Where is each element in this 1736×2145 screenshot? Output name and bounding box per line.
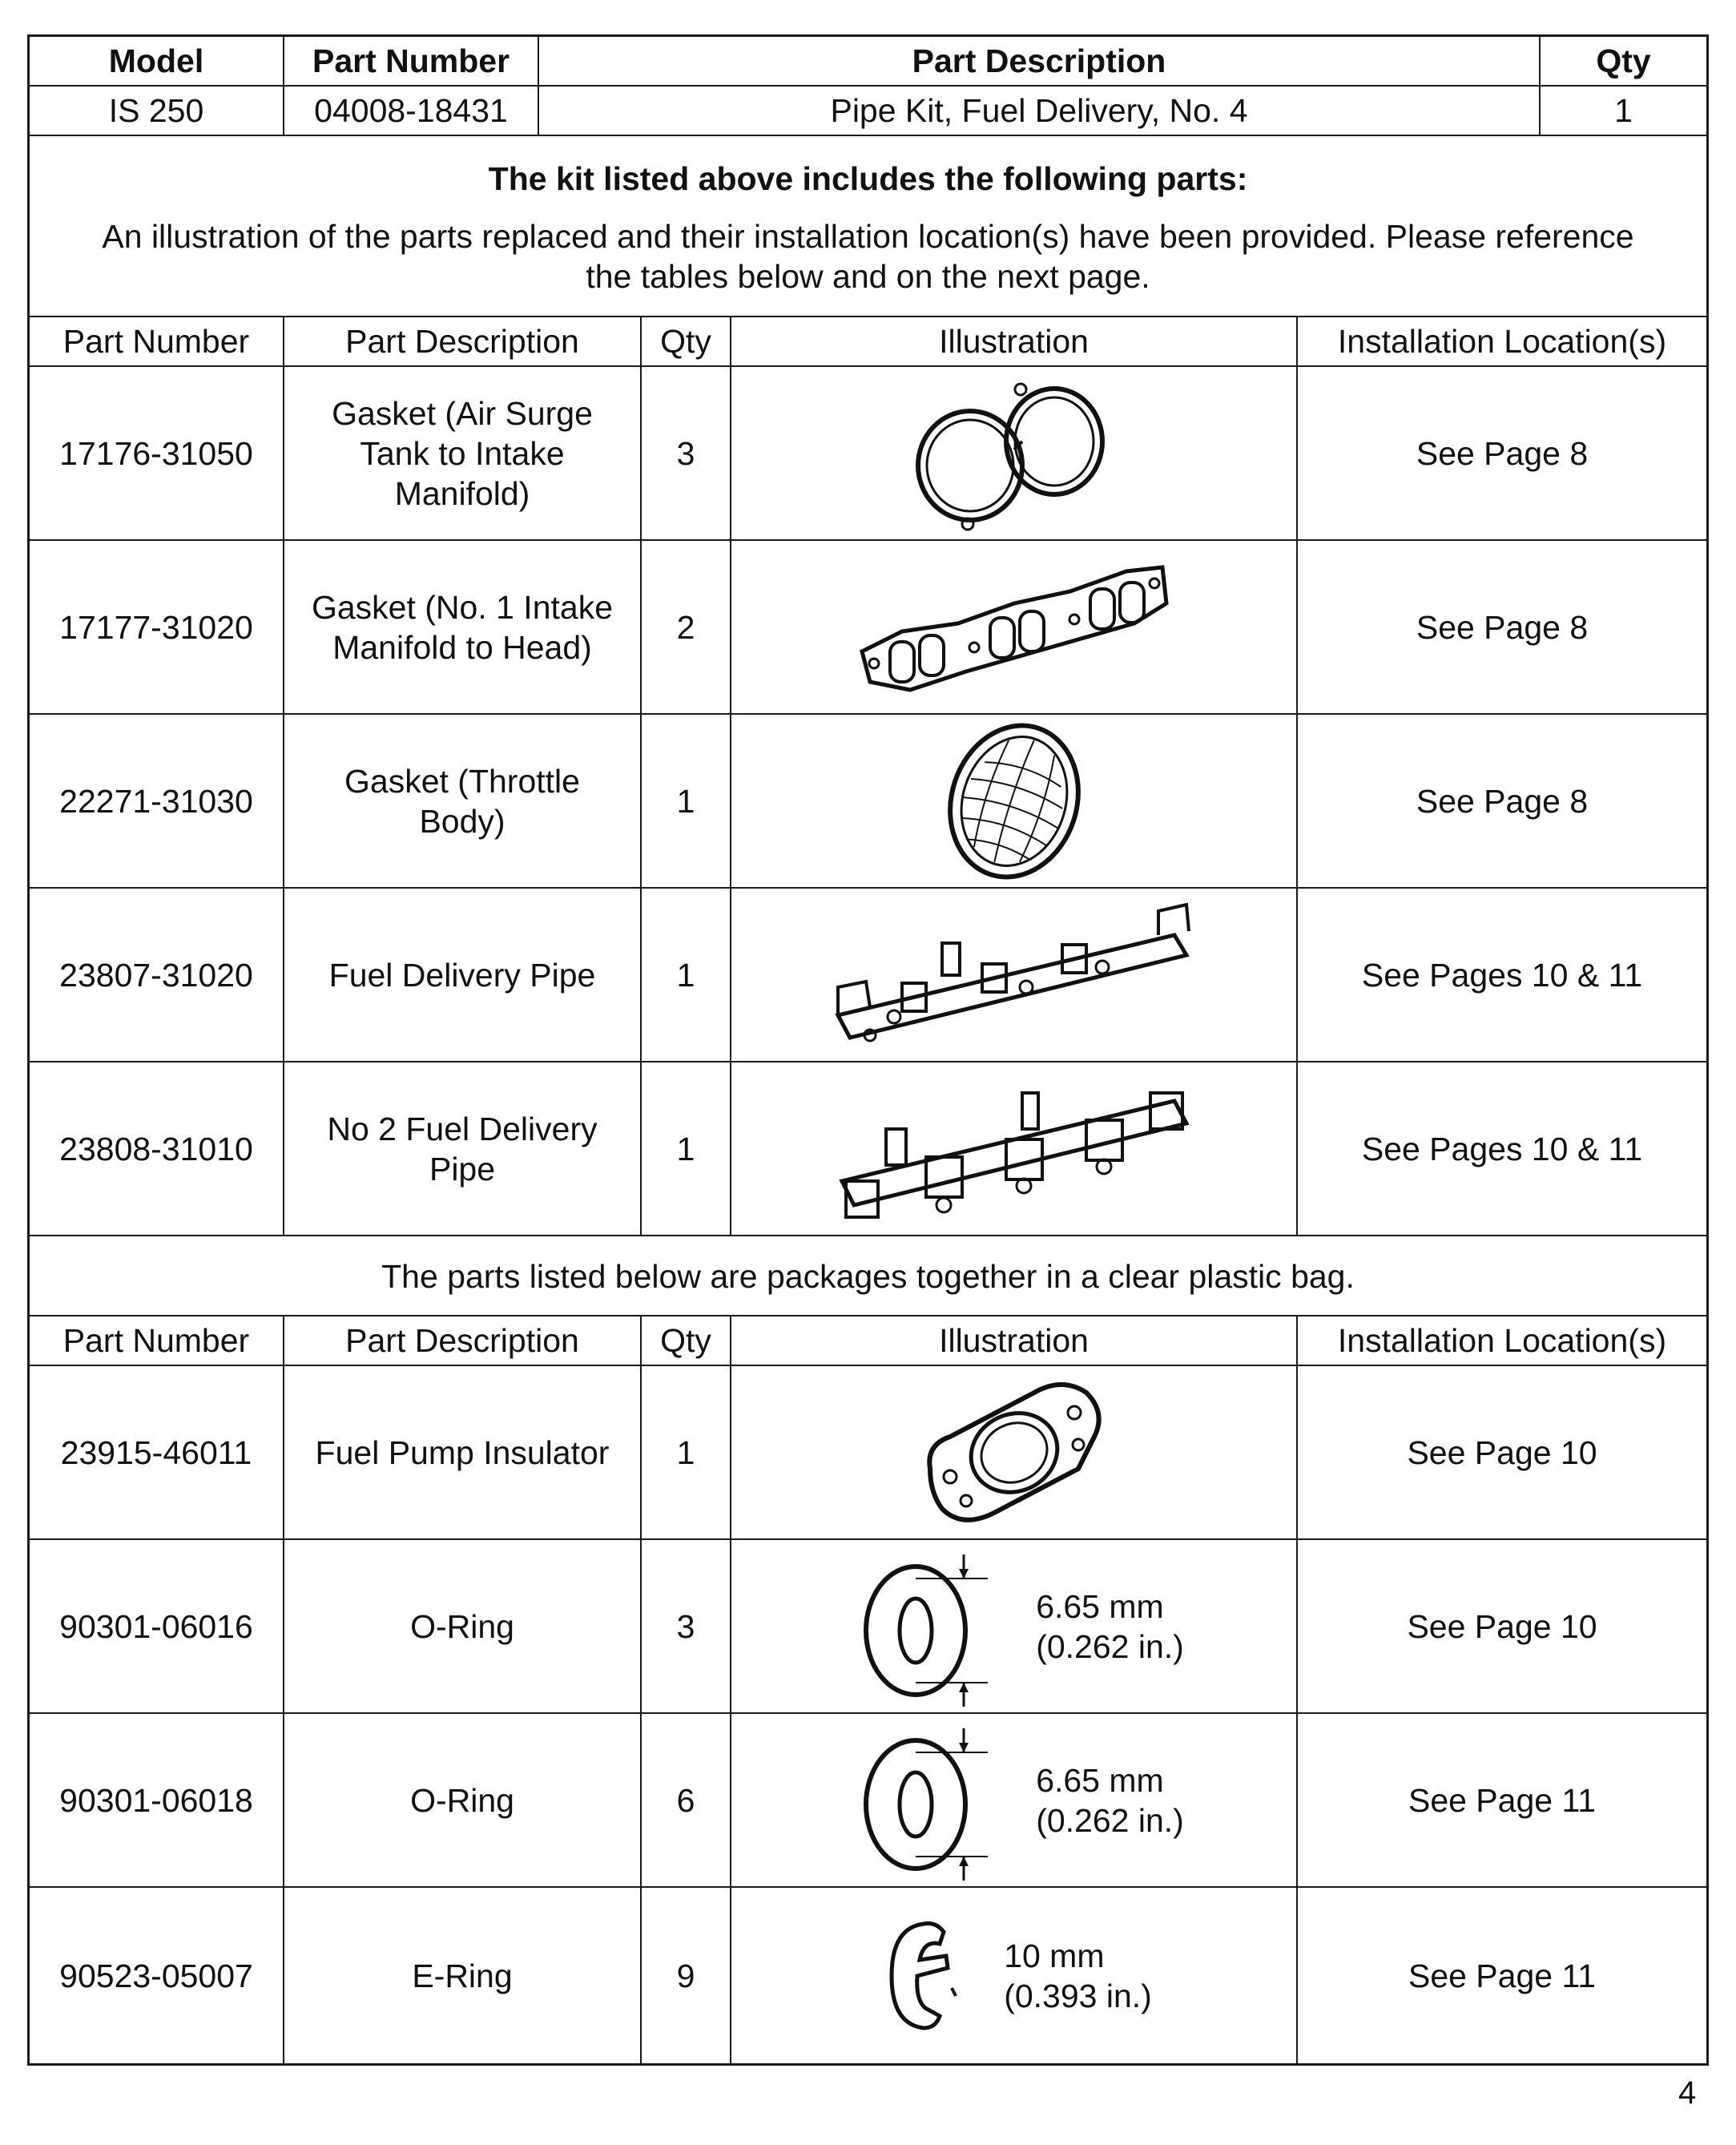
col-qty: Qty	[642, 1316, 731, 1365]
part-qty: 1	[642, 1366, 731, 1538]
part-qty: 1	[642, 715, 731, 887]
part-description	[284, 367, 642, 539]
install-location: See Pages 10 & 11	[1361, 956, 1643, 994]
part-number: 90301-06016	[30, 1540, 284, 1712]
part-number: 17176-31050	[30, 367, 284, 539]
part-description	[284, 889, 642, 1061]
table-row	[30, 889, 1706, 1062]
col-location: Installation Location(s)	[1337, 323, 1667, 360]
intake-manifold-gasket-icon	[846, 547, 1182, 708]
intro-section	[30, 136, 1706, 317]
part-qty: 2	[642, 541, 731, 713]
kit-model: IS 250	[30, 87, 284, 135]
part-qty: 6	[642, 1714, 731, 1886]
o-ring-icon	[844, 1720, 1004, 1881]
description-line: Gasket (Air Surge	[332, 394, 593, 432]
e-ring-icon	[876, 1912, 972, 2040]
part-number: 90523-05007	[30, 1888, 284, 2063]
part-number: 22271-31030	[30, 715, 284, 887]
illustration-cell	[731, 1888, 1298, 2063]
part-qty: 3	[642, 1540, 731, 1712]
column-header-row	[30, 1316, 1706, 1366]
description-line: O-Ring	[410, 1781, 514, 1819]
illustration-cell	[731, 1540, 1298, 1712]
description-line: Fuel Delivery Pipe	[328, 956, 596, 994]
table-row	[30, 541, 1706, 715]
twin-ring-gasket-icon	[894, 373, 1134, 534]
table-row	[30, 1366, 1706, 1540]
part-qty: 9	[642, 1888, 731, 2063]
col-illustration: Illustration	[731, 317, 1298, 365]
description-line: Fuel Pump Insulator	[315, 1433, 610, 1471]
description-line: E-Ring	[412, 1957, 513, 1994]
col-illustration: Illustration	[731, 1316, 1298, 1365]
part-description	[284, 1540, 642, 1712]
col-header-qty: Qty	[1596, 42, 1651, 79]
fuel-pump-insulator-icon	[914, 1373, 1114, 1533]
description-line: Manifold to Head)	[332, 628, 592, 666]
col-part-number: Part Number	[30, 1316, 284, 1365]
kit-qty: 1	[1614, 92, 1633, 129]
illustration-cell	[731, 889, 1298, 1061]
illustration-cell	[731, 1366, 1298, 1538]
dimension-label	[1036, 1587, 1184, 1667]
col-header-part-number: Part Number	[284, 37, 539, 85]
col-location: Installation Location(s)	[1337, 1322, 1667, 1359]
description-line: Manifold)	[394, 474, 530, 512]
o-ring-icon	[844, 1546, 1004, 1707]
table-row	[30, 715, 1706, 889]
install-location: See Page 10	[1407, 1607, 1597, 1645]
dimension-label	[1004, 1936, 1152, 2016]
install-location: See Page 8	[1416, 608, 1589, 646]
part-description	[284, 1062, 642, 1235]
part-description	[284, 541, 642, 713]
install-location: See Page 11	[1408, 1957, 1597, 1994]
kit-header-row	[30, 37, 1706, 87]
col-part-description: Part Description	[284, 317, 642, 365]
col-part-description: Part Description	[284, 1316, 642, 1365]
dimension-mm: 6.65 mm	[1036, 1587, 1164, 1625]
intro-line-1: An illustration of the parts replaced and their installation location(s) have been provided. Please reference	[102, 218, 1634, 255]
part-number: 23915-46011	[30, 1366, 284, 1538]
part-number: 17177-31020	[30, 541, 284, 713]
part-description	[284, 1888, 642, 2063]
description-line: Pipe	[429, 1150, 496, 1187]
part-qty: 3	[642, 367, 731, 539]
column-header-row	[30, 317, 1706, 367]
part-description	[284, 1366, 642, 1538]
dimension-in: (0.393 in.)	[1004, 1977, 1152, 2014]
table-row	[30, 367, 1706, 541]
intro-heading: The kit listed above includes the following parts:	[488, 160, 1248, 197]
illustration-cell	[731, 715, 1298, 887]
illustration-cell	[731, 367, 1298, 539]
part-description	[284, 715, 642, 887]
description-line: Gasket (No. 1 Intake	[311, 588, 613, 626]
intro-line-2: the tables below and on the next page.	[586, 258, 1150, 295]
dimension-label	[1036, 1760, 1184, 1841]
parts-table	[27, 34, 1709, 2066]
install-location: See Page 8	[1416, 782, 1589, 820]
dimension-in: (0.262 in.)	[1036, 1627, 1184, 1665]
description-line: Body)	[419, 802, 505, 840]
bag-note-row	[30, 1236, 1706, 1316]
kit-row	[30, 87, 1706, 136]
bag-note: The parts listed below are packages together in a clear plastic bag.	[381, 1258, 1355, 1295]
part-number: 90301-06018	[30, 1714, 284, 1886]
dimension-mm: 10 mm	[1004, 1937, 1105, 1974]
part-qty: 1	[642, 1062, 731, 1235]
page-number: 4	[1678, 2075, 1697, 2111]
part-number: 23808-31010	[30, 1062, 284, 1235]
col-part-number: Part Number	[30, 317, 284, 365]
description-line: Gasket (Throttle	[344, 762, 580, 800]
fuel-delivery-pipe-2-icon	[822, 1069, 1206, 1229]
dimension-in: (0.262 in.)	[1036, 1801, 1184, 1839]
dimension-mm: 6.65 mm	[1036, 1761, 1164, 1799]
throttle-body-gasket-icon	[934, 717, 1094, 885]
description-line: No 2 Fuel Delivery	[327, 1110, 598, 1147]
description-line: O-Ring	[410, 1607, 514, 1645]
illustration-cell	[731, 1714, 1298, 1886]
fuel-delivery-pipe-icon	[822, 895, 1206, 1055]
illustration-cell	[731, 541, 1298, 713]
install-location: See Page 8	[1416, 434, 1589, 472]
kit-part-number: 04008-18431	[284, 87, 539, 135]
illustration-cell	[731, 1062, 1298, 1235]
col-header-model: Model	[30, 37, 284, 85]
description-line: Tank to Intake	[360, 434, 565, 472]
kit-part-description: Pipe Kit, Fuel Delivery, No. 4	[539, 87, 1541, 135]
table-row	[30, 1888, 1706, 2063]
part-number: 23807-31020	[30, 889, 284, 1061]
install-location: See Page 10	[1407, 1433, 1597, 1471]
install-location: See Page 11	[1408, 1781, 1597, 1819]
part-qty: 1	[642, 889, 731, 1061]
col-qty: Qty	[642, 317, 731, 365]
table-row	[30, 1540, 1706, 1714]
install-location: See Pages 10 & 11	[1361, 1130, 1643, 1167]
table-row	[30, 1714, 1706, 1888]
col-header-part-description: Part Description	[539, 37, 1541, 85]
part-description	[284, 1714, 642, 1886]
table-row	[30, 1062, 1706, 1236]
